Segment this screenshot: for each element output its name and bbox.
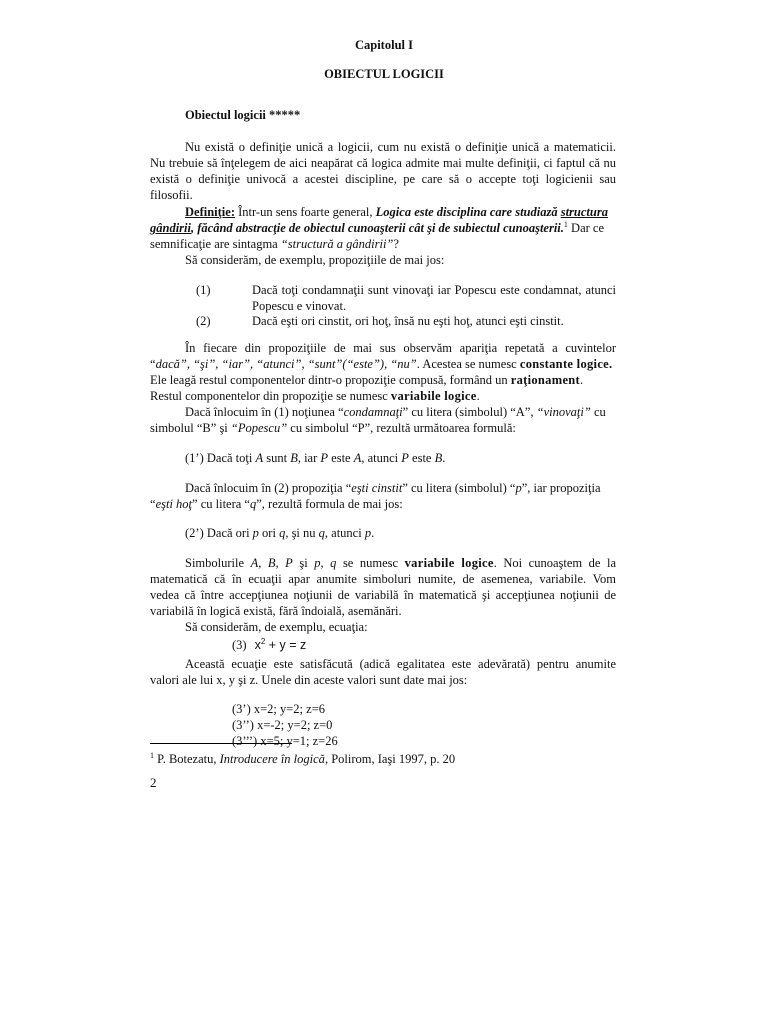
text-span: ”, rezultă formula de mai jos: bbox=[256, 497, 403, 511]
text-span: eşti cinstit bbox=[351, 481, 403, 495]
text-span: q bbox=[249, 497, 257, 511]
list-item: Dacă eşti ori cinstit, ori hoţ, însă nu eşti hoţ, atunci eşti cinstit. bbox=[252, 314, 564, 328]
text-span: gândirii bbox=[150, 221, 191, 235]
text-span: Într-un sens foarte general, bbox=[234, 205, 376, 219]
paragraph-line bbox=[150, 420, 516, 436]
text-span: Dar ce bbox=[567, 221, 605, 235]
text-span: p bbox=[515, 481, 522, 495]
text-span: A, B, P bbox=[250, 556, 293, 570]
text-span: p, q bbox=[314, 556, 337, 570]
paragraph-line bbox=[185, 404, 606, 420]
text-span: Logica este disciplina care studiază bbox=[375, 205, 561, 219]
text-span: dacă”, “şi”, “iar”, “atunci”, “sunt”(“este”), “nu” bbox=[155, 357, 417, 371]
text-span: “ bbox=[150, 357, 156, 371]
text-span: ” cu litera (simbolul) “ bbox=[402, 481, 516, 495]
text-span: P. Botezatu, bbox=[154, 752, 220, 766]
text-span: cu simbolul “P”, rezultă următoarea formulă: bbox=[287, 421, 516, 435]
paragraph-line: Nu trebuie să înţelegem de aici neapărat că logica admite mai multe definiţii, ci faptul că nu bbox=[150, 156, 616, 170]
chapter-label: Capitolul I bbox=[354, 38, 413, 52]
definition-line bbox=[185, 204, 608, 220]
value-item: (3’’) x=-2; y=2; z=0 bbox=[232, 718, 333, 732]
text-span: P bbox=[401, 451, 409, 465]
text-span: este bbox=[408, 451, 435, 465]
text-span: Dacă înlocuim în (1) noţiunea “ bbox=[185, 405, 344, 419]
text-span: structura bbox=[560, 205, 608, 219]
text-span: P bbox=[320, 451, 329, 465]
text-span: A bbox=[255, 451, 264, 465]
footnote-ref: 1 bbox=[563, 219, 568, 229]
paragraph-line bbox=[185, 480, 601, 496]
text-span: Introducere în logică bbox=[219, 752, 325, 766]
text-span: ” cu litera (simbolul) “A”, bbox=[402, 405, 537, 419]
text-span: A bbox=[353, 451, 362, 465]
text-span: q bbox=[318, 526, 325, 540]
equation-3 bbox=[232, 637, 306, 653]
text-span: condamnaţi bbox=[343, 405, 403, 419]
text-span: (1’) Dacă toţi bbox=[185, 451, 256, 465]
text-span: sunt bbox=[263, 451, 291, 465]
text-span: + y = z bbox=[265, 638, 307, 652]
definition-label: Definiţie: bbox=[185, 205, 235, 219]
text-span: (2’) Dacă ori bbox=[185, 526, 253, 540]
consider-line: Să considerăm, de exemplu, ecuaţia: bbox=[185, 620, 368, 634]
text-span: q bbox=[279, 526, 286, 540]
text-span: “ bbox=[150, 497, 156, 511]
text-span: ? bbox=[393, 237, 399, 251]
text-span: , iar bbox=[297, 451, 321, 465]
text-span: . bbox=[442, 451, 446, 465]
text-span: “vinovaţi” bbox=[536, 405, 591, 419]
text-span: . Acestea se numesc bbox=[416, 357, 520, 371]
paragraph-line bbox=[150, 372, 583, 388]
footnote bbox=[150, 751, 455, 767]
text-span: x bbox=[254, 638, 261, 652]
text-span: B bbox=[290, 451, 298, 465]
paragraph-line: există o definiţie univocă a acestei discipline, pe care să o accepte toţi logicienii sau bbox=[150, 172, 616, 186]
text-span: este bbox=[328, 451, 354, 465]
text-span: , atunci bbox=[361, 451, 402, 465]
text-span: constante logice. bbox=[519, 357, 613, 371]
text-span: . bbox=[580, 373, 584, 387]
text-span: cu bbox=[590, 405, 606, 419]
text-span: . bbox=[476, 389, 480, 403]
text-span: raţionament bbox=[510, 373, 581, 387]
text-span: , şi nu bbox=[285, 526, 319, 540]
text-span: variabile logice bbox=[404, 556, 494, 570]
text-span: B bbox=[434, 451, 443, 465]
text-span: , atunci bbox=[324, 526, 365, 540]
definition-line bbox=[150, 220, 604, 236]
chapter-title: OBIECTUL LOGICII bbox=[324, 67, 444, 81]
text-span: 2 bbox=[260, 636, 266, 646]
paragraph-line: matematică că în ecuaţii apar anumite simboluri numite, de asemenea, variabile. Vom bbox=[150, 572, 616, 586]
text-span: Restul componentelor din propoziţie se numesc bbox=[150, 389, 391, 403]
definition-line bbox=[150, 236, 399, 252]
text-span: semnificaţie are sintagma bbox=[150, 237, 281, 251]
footnote-separator bbox=[150, 743, 292, 744]
list-number: (1) bbox=[196, 283, 211, 297]
text-span: Ele leagă restul componentelor dintr-o propoziţie compusă, formând un bbox=[150, 373, 511, 387]
text-span: ori bbox=[258, 526, 280, 540]
paragraph-line bbox=[150, 356, 612, 372]
consider-line: Să considerăm, de exemplu, propoziţiile de mai jos: bbox=[185, 253, 445, 267]
text-span: se numesc bbox=[336, 556, 405, 570]
value-item: (3’) x=2; y=2; z=6 bbox=[232, 702, 326, 716]
text-span: ” cu litera “ bbox=[192, 497, 250, 511]
paragraph-line: valori ale lui x, y şi z. Unele din aceste valori sunt date mai jos: bbox=[150, 673, 468, 687]
formula-2 bbox=[185, 525, 374, 541]
paragraph-line: vedea că între accepţiunea noţiunii de variabilă în matematică şi accepţiunea noţiunii de bbox=[150, 588, 616, 602]
text-span: . bbox=[371, 526, 375, 540]
paragraph-line bbox=[150, 496, 403, 512]
text-span: şi bbox=[292, 556, 315, 570]
paragraph-line: variabilă în logică există, fără îndoială, asemănări. bbox=[150, 604, 402, 618]
paragraph-line: În fiecare din propoziţiile de mai sus observăm apariţia repetată a cuvintelor bbox=[185, 341, 616, 355]
text-span: p bbox=[364, 526, 372, 540]
text-span: . Noi cunoaştem de la bbox=[493, 556, 617, 570]
text-span: simbolul “B” şi bbox=[150, 421, 231, 435]
paragraph-line: filosofii. bbox=[150, 188, 193, 202]
text-span: , Polirom, Iaşi 1997, p. 20 bbox=[324, 752, 456, 766]
list-item: Popescu e vinovat. bbox=[252, 299, 347, 313]
text-span: variabile logice bbox=[390, 389, 477, 403]
value-item: (3’’’) x=5; y=1; z=26 bbox=[232, 734, 338, 748]
text-span: Dacă înlocuim în (2) propoziţia “ bbox=[185, 481, 352, 495]
text-span: “Popescu” bbox=[230, 421, 288, 435]
section-heading: Obiectul logicii ***** bbox=[185, 108, 301, 122]
text-span: “structură a gândirii” bbox=[280, 237, 394, 251]
text-span: eşti hoţ bbox=[155, 497, 193, 511]
page-number: 2 bbox=[150, 775, 157, 790]
text-span: Simbolurile bbox=[185, 556, 251, 570]
formula-1 bbox=[185, 450, 445, 466]
paragraph-line: Această ecuaţie este satisfăcută (adică egalitatea este adevărată) pentru anumite bbox=[185, 657, 616, 671]
paragraph-line: Nu există o definiţie unică a logicii, cum nu există o definiţie unică a matematicii. bbox=[185, 140, 616, 154]
text-span: ”, iar propoziţia bbox=[521, 481, 601, 495]
list-item: Dacă toţi condamnaţii sunt vinovaţi iar Popescu este condamnat, atunci bbox=[252, 283, 616, 297]
list-number: (2) bbox=[196, 314, 211, 328]
paragraph-line bbox=[150, 388, 480, 404]
equation-number: (3) bbox=[232, 638, 247, 652]
text-span: p bbox=[252, 526, 259, 540]
text-span: , făcând abstracţie de obiectul cunoaşterii cât şi de subiectul cunoaşterii. bbox=[191, 221, 564, 235]
footnote-number: 1 bbox=[150, 750, 154, 760]
paragraph-line bbox=[185, 555, 616, 571]
